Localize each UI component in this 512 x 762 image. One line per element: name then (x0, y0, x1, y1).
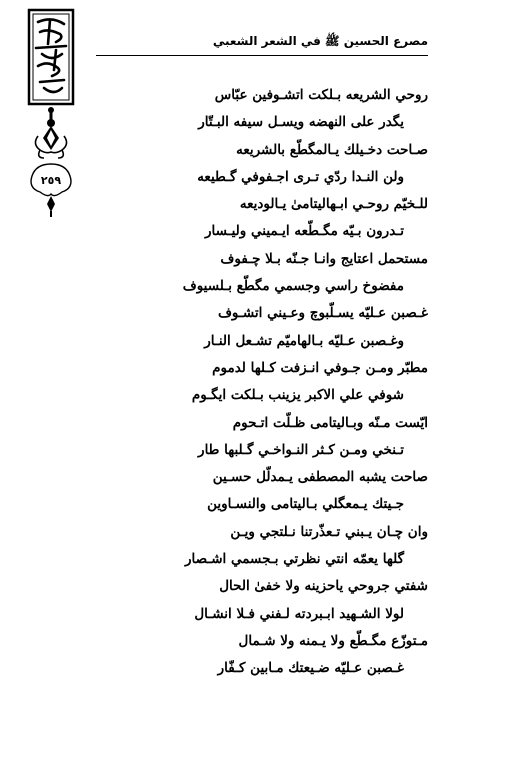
header-divider (96, 55, 428, 56)
poem-line: شوفي علي الاكبر يزينب بـلكت ايگـوم (191, 387, 404, 404)
poem-line: مستحمل اعتايج وانـا جـنّه بـلا چـفوف (220, 250, 428, 267)
poem-line: لولا الشـهيد ابـبردته لـفني فـلا انشـال (194, 605, 404, 622)
poem-line: ولن النـدا ردّي تـرى اجـفوفي گـطيعه (197, 168, 404, 185)
poem-line: جـيتك يـمعگلي بـاليتامى والنسـاوين (207, 496, 404, 513)
page-number: ٢٥٩ (40, 174, 62, 187)
poem-line: يگدر على النهضه ويسـل سيفه البـتّار (198, 114, 404, 131)
poem-line: تـدرون بـيّه مگـطّعه ايـميني وليـسار (204, 223, 404, 240)
poem-line: وغـصبن عـليّه بـالهاميّم تشـعل النـار (204, 332, 404, 349)
poem-line: صاحت يشبه المصطفى يـمدلّل حسـين (212, 469, 428, 486)
poem-line: غـصبن عـليّه يسـلّبوچ وعـيني اتشـوف (217, 305, 428, 322)
poem-line: مـتوزّع مگـطّع ولا يـمنه ولا شـمال (238, 632, 428, 649)
poem-line: روحي الشريعه بـلكت اتشـوفين عبّاس (214, 87, 428, 103)
ornament-column (18, 8, 84, 218)
poem-line: مفضوخ راسي وجسمي مگطّع بـلسيوف (182, 278, 404, 295)
running-header-title: مصرع الحسين ﷺ في الشعر الشعبي (212, 34, 428, 48)
poem-line: للـخيّم روحـي ابـهاليتامىٰ يـالوديعه (239, 196, 428, 213)
poem-line: شفتي جروحي ياحزينه ولا خفىٰ الحال (219, 578, 428, 595)
poem-line: وان چـان يـبني تـعذّرتنا نـلتجي ويـن (230, 523, 428, 540)
poem-line: صـاحت دخـيلك يـالمگطّع بالشريعه (236, 141, 428, 158)
poem-body (98, 82, 428, 683)
calligraphy-emblem-icon (18, 8, 84, 218)
poem-line: گلها يعمّه انتي نظرتي بـجسمي اشـصار (184, 551, 404, 568)
poem-line: تـنخي ومـن كـثر النـواخـي گـلبها طار (198, 441, 404, 458)
poem-line: ايّست مـنّه وبـاليتامى ظـلّت اتـحوم (232, 414, 428, 431)
poem-line: غـصبن عـليّه ضـيعتك مـابين كـفّار (217, 660, 404, 677)
poem-line: مطبّر ومـن جـوفي انـزفت كـلها لدموم (212, 359, 428, 376)
